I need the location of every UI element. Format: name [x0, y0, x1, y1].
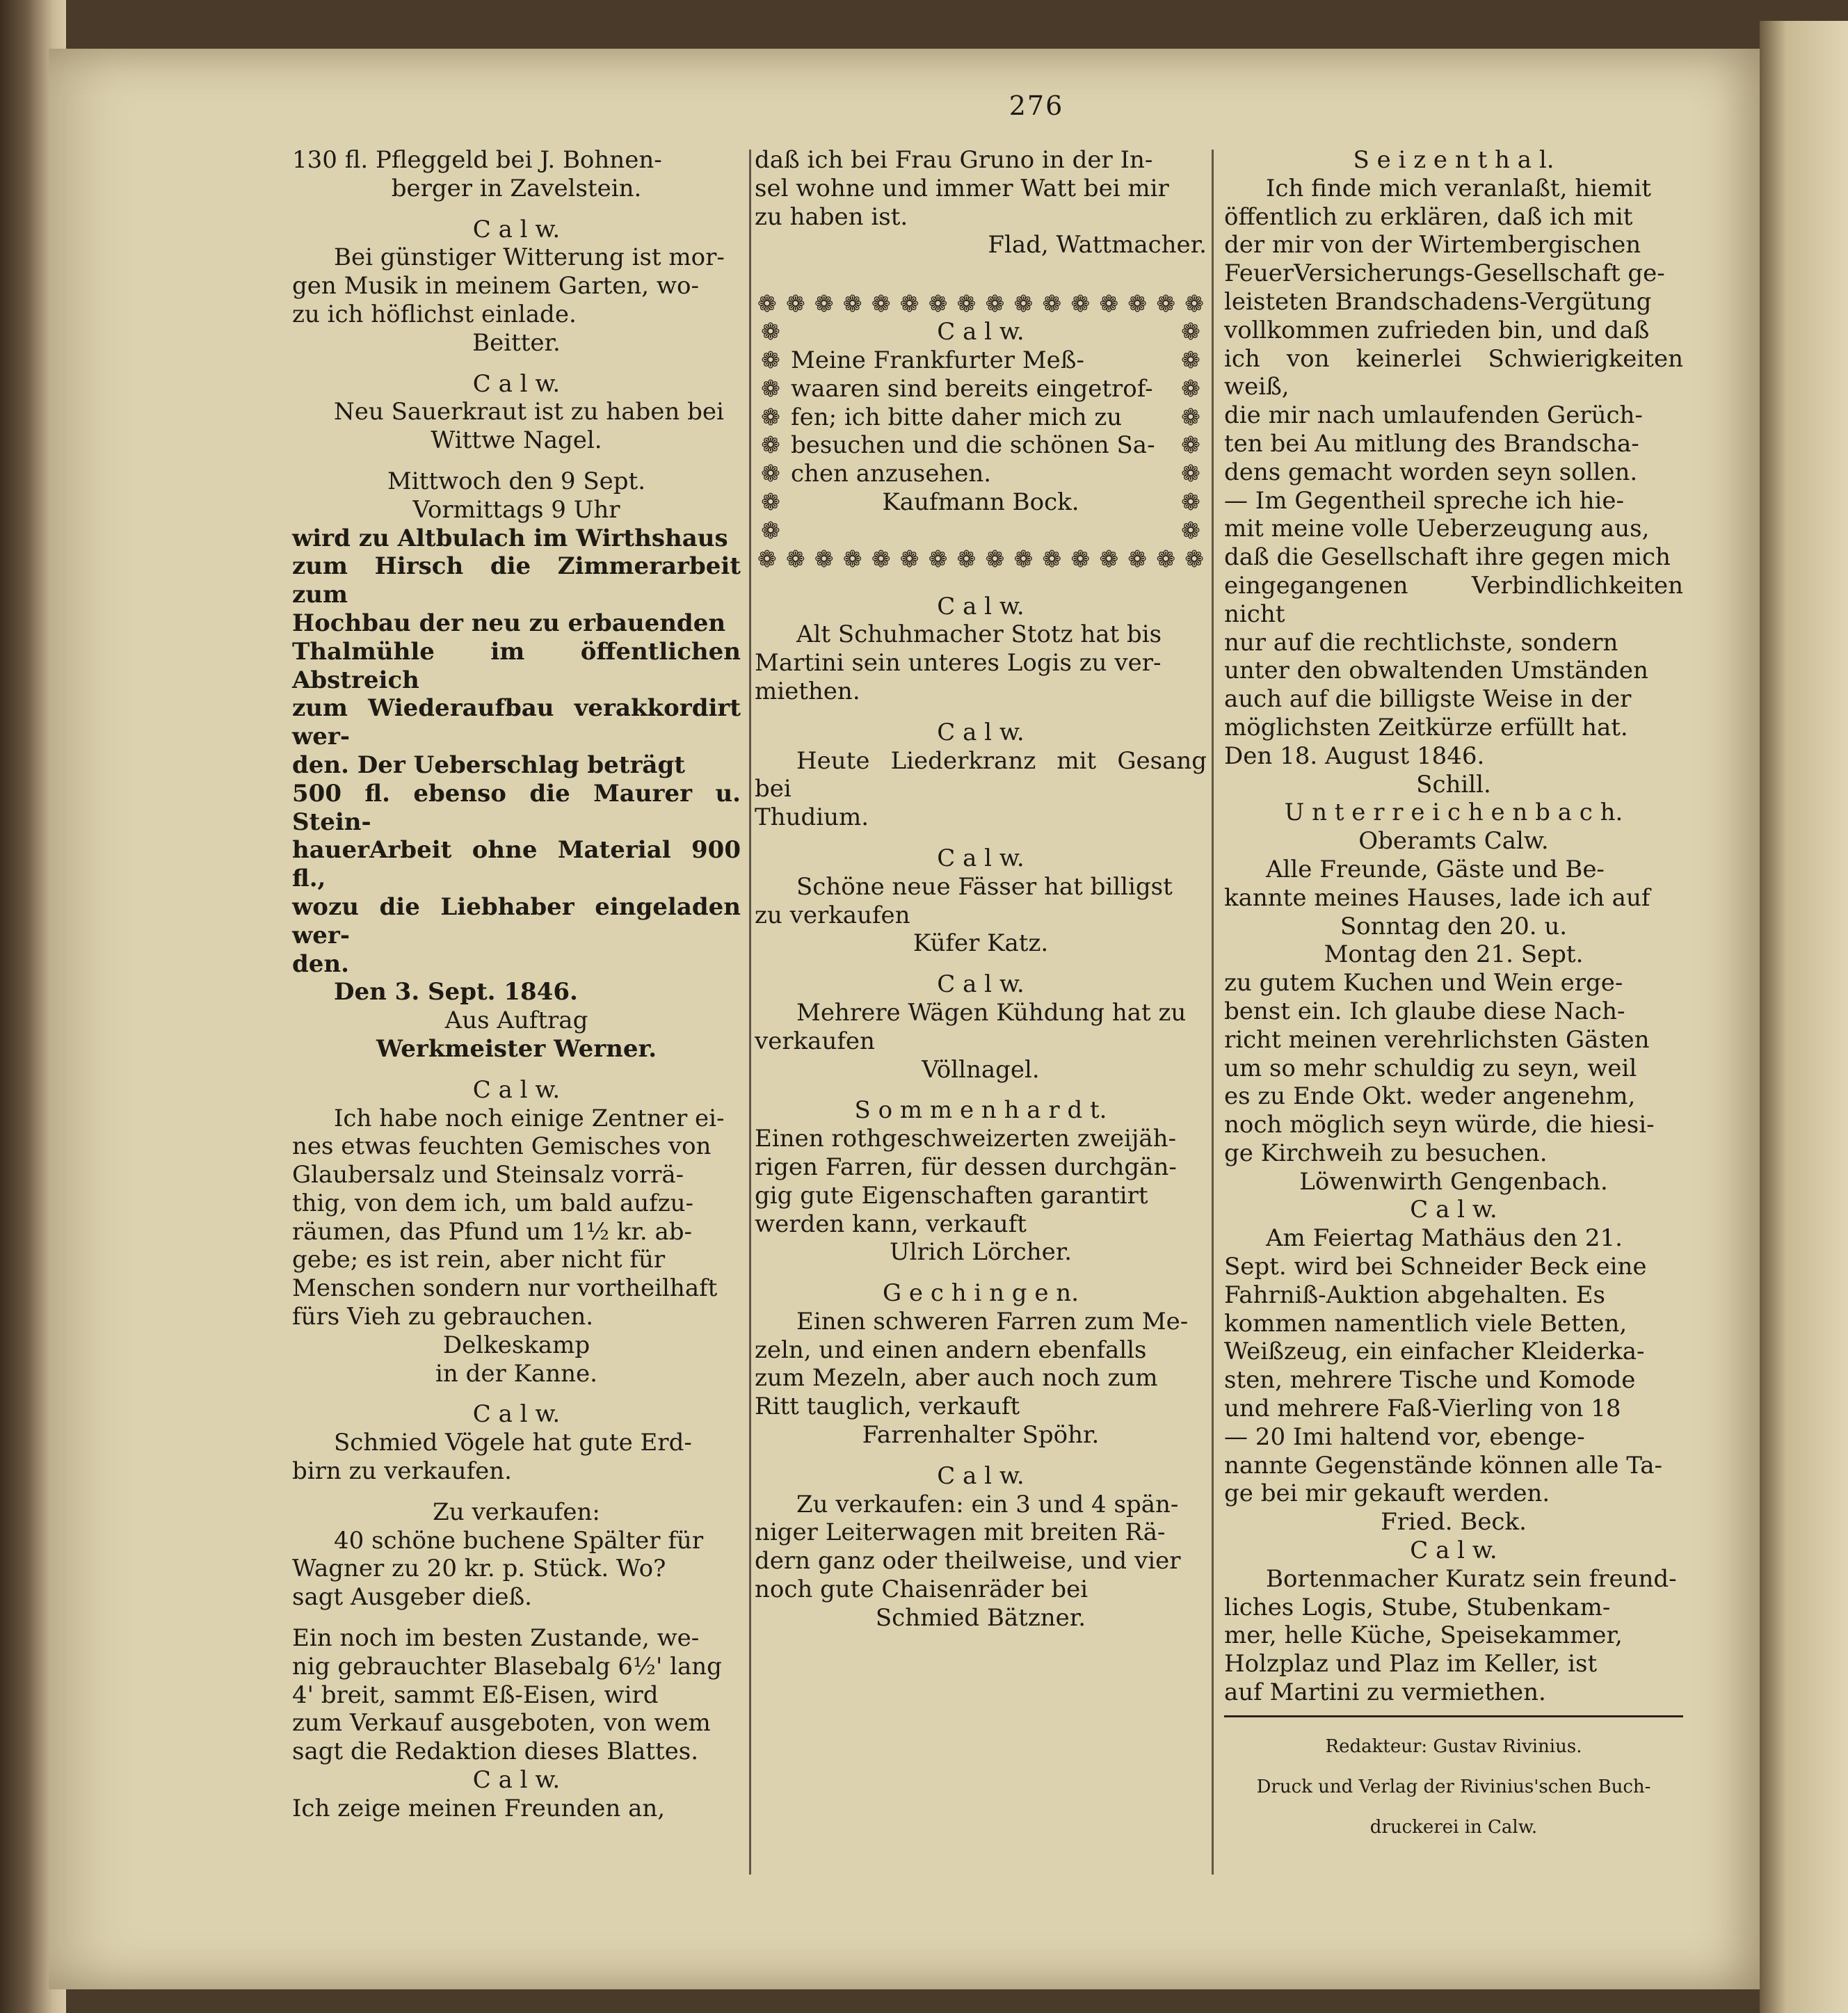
next-page-edge: [1760, 21, 1848, 2013]
ad-line: richt meinen verehrlichsten Gästen: [1224, 1025, 1650, 1054]
ornament-glyph: ❁: [761, 431, 780, 459]
notice-line: berger in Zavelstein.: [391, 174, 642, 202]
ad-line: nannte Gegenstände können alle Ta-: [1224, 1451, 1663, 1479]
ornament-glyph: ❁: [899, 545, 919, 572]
ad-signature: Löwenwirth Gengenbach.: [1299, 1167, 1608, 1196]
ad-line: niger Leiterwagen mit breiten Rä-: [755, 1518, 1166, 1547]
ad-line: zu gutem Kuchen und Wein erge-: [1224, 969, 1623, 997]
ad-line: waaren sind bereits eingetrof-: [791, 374, 1153, 403]
ad-heading: C a l w.: [937, 718, 1025, 746]
ad-heading: C a l w.: [472, 369, 561, 398]
ornament-glyph: ❁: [956, 290, 977, 318]
ad-line: vollkommen zufrieden bin, und daß: [1224, 316, 1650, 344]
ad-line: Fahrniß-Auktion abgehalten. Es: [1224, 1281, 1605, 1309]
ad-line: zu haben ist.: [755, 202, 908, 231]
ad-signature: Schmied Bätzner.: [875, 1603, 1086, 1632]
ornament-glyph: ❁: [842, 290, 862, 318]
ad-line: noch gute Chaisenräder bei: [755, 1575, 1088, 1604]
ad-line: um so mehr schuldig zu seyn, weil: [1224, 1054, 1637, 1082]
ornament-glyph: ❁: [1184, 545, 1204, 572]
ad-signature: Fried. Beck.: [1381, 1508, 1527, 1537]
ad-line: dens gemacht worden seyn sollen.: [1224, 458, 1638, 486]
ad-line: daß die Gesellschaft ihre gegen mich: [1224, 543, 1671, 572]
ornament-glyph: ❁: [842, 545, 862, 572]
ornament-glyph: ❁: [1156, 290, 1175, 318]
ad-date: Den 18. August 1846.: [1224, 741, 1485, 770]
ad-line: besuchen und die schönen Sa-: [791, 431, 1155, 460]
ad-signature: Flad, Wattmacher.: [988, 231, 1207, 259]
auction-date: Mittwoch den 9 Sept.: [387, 467, 645, 495]
ornament-glyph: ❁: [757, 290, 777, 318]
ad-line: sten, mehrere Tische und Komode: [1224, 1366, 1636, 1395]
ornament-glyph: ❁: [1181, 318, 1200, 346]
ad-line: gebe; es ist rein, aber nicht für: [292, 1246, 666, 1274]
ad-heading: U n t e r r e i c h e n b a c h.: [1284, 799, 1623, 827]
notice-line: 130 fl. Pfleggeld bei J. Bohnen-: [292, 146, 662, 174]
page-number: 276: [1009, 90, 1064, 121]
ad-line: zum Verkauf ausgeboten, von wem: [292, 1709, 711, 1738]
ornament-glyph: ❁: [928, 290, 948, 318]
ornament-glyph: ❁: [1181, 460, 1200, 488]
ad-heading: S o m m e n h a r d t.: [854, 1096, 1107, 1125]
ad-heading: C a l w.: [937, 318, 1025, 346]
ad-line: Heute Liederkranz mit Gesang bei: [755, 746, 1207, 803]
ad-line: Ich zeige meinen Freunden an,: [292, 1794, 666, 1822]
ad-line: Weißzeug, ein einfacher Kleiderka-: [1224, 1338, 1645, 1366]
ornament-glyph: ❁: [1181, 488, 1200, 515]
ornament-glyph: ❁: [785, 545, 805, 572]
footer-rule: [1224, 1715, 1683, 1717]
ornament-glyph: ❁: [928, 545, 948, 572]
ad-line: Zu verkaufen: ein 3 und 4 spän-: [796, 1490, 1179, 1518]
ad-line: fürs Vieh zu gebrauchen.: [292, 1303, 594, 1331]
ad-heading: C a l w.: [937, 1461, 1025, 1490]
ad-line: Ich finde mich veranlaßt, hiemit: [1266, 174, 1651, 202]
ad-line: Neu Sauerkraut ist zu haben bei: [334, 398, 724, 426]
ad-line: FeuerVersicherungs-Gesellschaft ge-: [1224, 259, 1665, 288]
ad-line: benst ein. Ich glaube diese Nach-: [1224, 997, 1625, 1025]
ornament-glyph: ❁: [1181, 346, 1200, 374]
ad-line: verkaufen: [755, 1027, 875, 1055]
ornament-glyph: ❁: [1181, 374, 1200, 402]
ad-heading: Zu verkaufen:: [433, 1498, 600, 1526]
ad-signature: Beitter.: [472, 328, 561, 357]
ornament-glyph: ❁: [985, 545, 1005, 572]
ad-heading: C a l w.: [472, 1075, 561, 1104]
ornament-glyph: ❁: [871, 290, 891, 318]
ad-line: nes etwas feuchten Gemisches von: [292, 1132, 712, 1161]
ad-line: Bortenmacher Kuratz sein freund-: [1266, 1564, 1677, 1593]
newspaper-page: [49, 49, 1760, 1989]
ornament-glyph: ❁: [871, 545, 891, 572]
ad-line: Thalmühle im öffentlichen Abstreich: [292, 637, 741, 694]
ad-line: zum Hirsch die Zimmerarbeit zum: [292, 552, 741, 609]
ad-line: unter den obwaltenden Umständen: [1224, 657, 1648, 685]
ad-line: chen anzusehen.: [791, 460, 992, 488]
ad-line: rigen Farren, für dessen durchgän-: [755, 1153, 1177, 1181]
ad-line: Ein noch im besten Zustande, we-: [292, 1624, 700, 1653]
column-left: [292, 146, 741, 1823]
ad-line: Schöne neue Fässer hat billigst: [796, 872, 1173, 901]
ad-heading: C a l w.: [472, 1400, 561, 1429]
ad-line: es zu Ende Okt. weder angenehm,: [1224, 1082, 1636, 1111]
ad-date: Den 3. Sept. 1846.: [334, 978, 578, 1007]
ad-line: Einen schweren Farren zum Me-: [796, 1307, 1189, 1336]
ornament-glyph: ❁: [761, 488, 780, 515]
column-divider: [749, 150, 751, 1875]
ornament-glyph: ❁: [761, 346, 780, 374]
ad-heading: C a l w.: [937, 592, 1025, 620]
ad-line: 40 schöne buchene Spälter für: [334, 1526, 704, 1555]
ad-line: zum Wiederaufbau verakkordirt wer-: [292, 694, 741, 751]
imprint-printer: Druck und Verlag der Rivinius'schen Buch-: [1256, 1776, 1651, 1797]
imprint-editor: Redakteur: Gustav Rivinius.: [1325, 1735, 1582, 1757]
ad-line: zu ich höflichst einlade.: [292, 300, 577, 328]
ornament-glyph: ❁: [1181, 403, 1200, 431]
ad-line: sagt die Redaktion dieses Blattes.: [292, 1738, 699, 1766]
ad-heading: S e i z e n t h a l.: [1353, 146, 1554, 174]
ad-subheading: Oberamts Calw.: [1358, 827, 1549, 856]
ad-line: birn zu verkaufen.: [292, 1457, 512, 1486]
ad-line: dern ganz oder theilweise, und vier: [755, 1547, 1181, 1575]
ad-heading: C a l w.: [937, 970, 1025, 999]
ad-signature: Delkeskamp: [442, 1331, 590, 1359]
ad-line: ten bei Au mitlung des Brandscha-: [1224, 429, 1639, 458]
ad-line: ge Kirchweih zu besuchen.: [1224, 1139, 1548, 1167]
ad-line: Ich habe noch einige Zentner ei-: [334, 1104, 725, 1132]
ornament-glyph: ❁: [1184, 290, 1204, 318]
ornament-glyph: ❁: [757, 545, 777, 572]
ad-signature: Küfer Katz.: [913, 929, 1049, 958]
ad-line: Ritt tauglich, verkauft: [755, 1393, 1020, 1421]
ornament-glyph: ❁: [814, 290, 834, 318]
ad-line: zeln, und einen andern ebenfalls: [755, 1336, 1147, 1364]
ornament-border-top: [757, 290, 1204, 318]
ad-line: wird zu Altbulach im Wirthshaus: [292, 524, 728, 552]
ad-signature: Farrenhalter Spöhr.: [862, 1421, 1100, 1450]
imprint-printer: druckerei in Calw.: [1369, 1816, 1538, 1838]
ad-line: daß ich bei Frau Gruno in der In-: [755, 146, 1153, 174]
ad-line: sagt Ausgeber dieß.: [292, 1583, 532, 1612]
ornament-glyph: ❁: [1099, 290, 1119, 318]
ad-line: auch auf die billigste Weise in der: [1224, 685, 1632, 714]
ad-line: und mehrere Faß-Vierling von 18: [1224, 1395, 1621, 1423]
ad-line: Glaubersalz und Steinsalz vorrä-: [292, 1161, 684, 1189]
ad-line: Menschen sondern nur vortheilhaft: [292, 1274, 718, 1303]
ornament-glyph: ❁: [1127, 290, 1148, 318]
ad-line: fen; ich bitte daher mich zu: [791, 403, 1123, 431]
auction-time: Vormittags 9 Uhr: [412, 495, 620, 524]
ad-line: mer, helle Küche, Speisekammer,: [1224, 1621, 1623, 1650]
ad-line: Mehrere Wägen Kühdung hat zu: [796, 998, 1187, 1027]
ad-line: ich von keinerlei Schwierigkeiten weiß,: [1224, 344, 1683, 401]
ad-line: Thudium.: [755, 803, 869, 832]
ornament-border-right: [1178, 318, 1204, 545]
ornament-glyph: ❁: [1042, 290, 1062, 318]
ornament-glyph: ❁: [1127, 545, 1148, 572]
ad-line: Meine Frankfurter Meß-: [791, 346, 1084, 374]
ad-line: möglichsten Zeitkürze erfüllt hat.: [1224, 713, 1628, 741]
ad-heading: C a l w.: [472, 1766, 561, 1795]
ad-line: räumen, das Pfund um 1½ kr. ab-: [292, 1217, 693, 1246]
ornament-glyph: ❁: [1181, 516, 1200, 544]
ad-line: miethen.: [755, 677, 860, 705]
column-right: [1224, 146, 1683, 1856]
ornament-glyph: ❁: [761, 516, 780, 544]
ornament-glyph: ❁: [1070, 545, 1091, 572]
ornament-glyph: ❁: [1013, 545, 1034, 572]
ad-line: Sept. wird bei Schneider Beck eine: [1224, 1253, 1647, 1281]
ad-line: sel wohne und immer Watt bei mir: [755, 174, 1169, 202]
ad-line: wozu die Liebhaber eingeladen wer-: [292, 892, 741, 949]
ad-line: zum Mezeln, aber auch noch zum: [755, 1364, 1158, 1393]
ad-date: Sonntag den 20. u.: [1340, 912, 1568, 940]
ad-line: Hochbau der neu zu erbauenden: [292, 609, 726, 637]
ad-signature: Völlnagel.: [922, 1055, 1040, 1084]
ad-line: 500 fl. ebenso die Maurer u. Stein-: [292, 779, 741, 836]
ad-line: 4' breit, sammt Eß-Eisen, wird: [292, 1681, 659, 1709]
ad-line: Bei günstiger Witterung ist mor-: [334, 243, 725, 272]
ornament-glyph: ❁: [1181, 431, 1200, 459]
ornament-glyph: ❁: [1156, 545, 1175, 572]
ad-signature: Ulrich Lörcher.: [889, 1238, 1072, 1267]
ad-signature: Kaufmann Bock.: [882, 488, 1079, 516]
ornament-glyph: ❁: [1013, 290, 1034, 318]
ornamental-frame: [755, 287, 1207, 575]
ad-line: den. Der Ueberschlag beträgt: [292, 751, 685, 779]
ad-line: werden kann, verkauft: [755, 1210, 1027, 1238]
ad-line: Alt Schuhmacher Stotz hat bis: [796, 620, 1162, 649]
ad-line: kommen namentlich viele Betten,: [1224, 1309, 1628, 1338]
ad-line: noch möglich seyn würde, die hiesi-: [1224, 1111, 1655, 1139]
ornament-glyph: ❁: [814, 545, 834, 572]
ad-line: leisteten Brandschadens-Vergütung: [1224, 287, 1652, 316]
ad-signature: Werkmeister Werner.: [376, 1034, 657, 1063]
ad-line: den.: [292, 949, 349, 978]
ad-heading: C a l w.: [937, 844, 1025, 872]
ad-heading: C a l w.: [472, 215, 561, 243]
ad-signature-sub: in der Kanne.: [435, 1359, 597, 1388]
ad-line: nur auf die rechtlichste, sondern: [1224, 628, 1618, 657]
ad-line: — Im Gegentheil spreche ich hie-: [1224, 486, 1625, 515]
ornament-glyph: ❁: [761, 460, 780, 488]
ornament-glyph: ❁: [1070, 290, 1091, 318]
ad-line: hauerArbeit ohne Material 900 fl.,: [292, 836, 741, 893]
ornament-glyph: ❁: [761, 318, 780, 346]
ad-signature: Schill.: [1416, 770, 1491, 799]
ornament-glyph: ❁: [956, 545, 977, 572]
column-middle: [755, 146, 1207, 1633]
ad-line: Alle Freunde, Gäste und Be-: [1266, 855, 1605, 883]
ornament-border-bottom: [757, 545, 1204, 573]
ornament-glyph: ❁: [785, 290, 805, 318]
column-divider: [1212, 150, 1214, 1875]
ad-line: Einen rothgeschweizerten zweijäh-: [755, 1125, 1177, 1153]
ad-line: nig gebrauchter Blasebalg 6½' lang: [292, 1652, 722, 1681]
ad-line: mit meine volle Ueberzeugung aus,: [1224, 515, 1650, 543]
ad-line: zu verkaufen: [755, 901, 910, 929]
ad-line: Wittwe Nagel.: [431, 426, 602, 455]
ornament-glyph: ❁: [1099, 545, 1119, 572]
ad-heading: C a l w.: [1410, 1537, 1497, 1565]
ad-line: Schmied Vögele hat gute Erd-: [334, 1429, 692, 1457]
ad-date: Montag den 21. Sept.: [1324, 940, 1584, 969]
ad-line: Holzplaz und Plaz im Keller, ist: [1224, 1650, 1598, 1678]
ad-line: eingegangenen Verbindlichkeiten nicht: [1224, 571, 1683, 628]
ad-line: Am Feiertag Mathäus den 21.: [1266, 1224, 1623, 1253]
ad-line: thig, von dem ich, um bald aufzu-: [292, 1189, 694, 1217]
ad-line: Aus Auftrag: [444, 1007, 588, 1035]
ad-heading: G e c h i n g e n.: [882, 1279, 1079, 1308]
ornament-glyph: ❁: [761, 374, 780, 402]
ornament-glyph: ❁: [899, 290, 919, 318]
ornament-glyph: ❁: [985, 290, 1005, 318]
ad-line: Wagner zu 20 kr. p. Stück. Wo?: [292, 1555, 666, 1583]
ad-line: liches Logis, Stube, Stubenkam-: [1224, 1593, 1611, 1621]
ad-line: — 20 Imi haltend vor, ebenge-: [1224, 1422, 1585, 1451]
ad-line: kannte meines Hauses, lade ich auf: [1224, 883, 1650, 912]
ad-line: gen Musik in meinem Garten, wo-: [292, 272, 699, 300]
ad-line: auf Martini zu vermiethen.: [1224, 1678, 1546, 1707]
ad-line: ge bei mir gekauft werden.: [1224, 1479, 1550, 1508]
ad-line: der mir von der Wirtembergischen: [1224, 231, 1641, 259]
ornament-glyph: ❁: [1042, 545, 1062, 572]
ad-line: gig gute Eigenschaften garantirt: [755, 1181, 1148, 1210]
ad-line: die mir nach umlaufenden Gerüch-: [1224, 401, 1643, 430]
ad-line: Martini sein unteres Logis zu ver-: [755, 649, 1162, 677]
ornament-glyph: ❁: [761, 403, 780, 431]
ad-heading: C a l w.: [1410, 1196, 1497, 1224]
ornament-border-left: [757, 318, 784, 545]
ad-line: öffentlich zu erklären, daß ich mit: [1224, 202, 1633, 231]
